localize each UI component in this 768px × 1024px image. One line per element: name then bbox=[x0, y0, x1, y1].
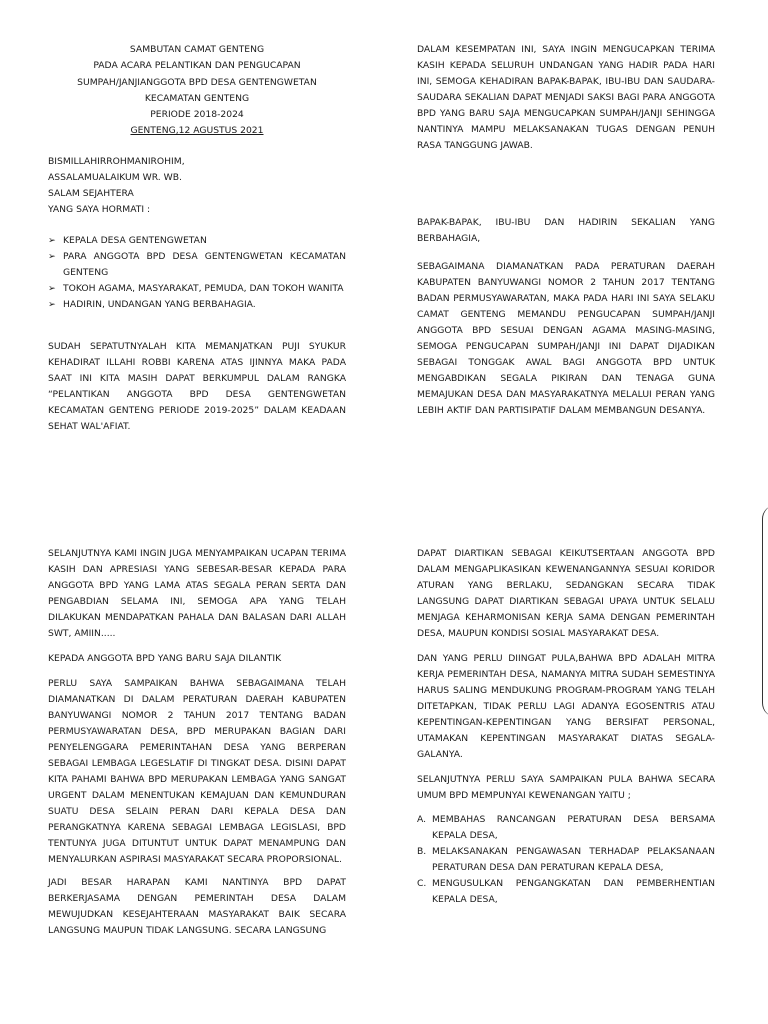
header-line: SUMPAH/JANJIANGGOTA BPD DESA GENTENGWETAN bbox=[77, 76, 317, 88]
selanjutnya-block bbox=[48, 546, 346, 642]
hormati-list-block bbox=[48, 233, 346, 313]
paragraph: DALAM KESEMPATAN INI, SAYA INGIN MENGUCAPKAN TERIMA KASIH KEPADA SELURUH UNDANGAN YANG HADIR PADA HARI INI, SEMOGA KEHADIRAN BAPAK-BAPAK, IBU-IBU DAN SAUDARA-SAUDARA SEKALIAN DAPAT MENJADI SAKSI BAGI PARA ANGGOTA BPD YANG BARU SAJA MENGUCAPKAN SUMPAH/JANJI SEHINGGA NANTINYA MAMPU MELAKSANAKAN TUGAS DENGAN PENUH RASA TANGGUNG JAWAB. bbox=[417, 44, 715, 151]
list-item: A. MEMBAHAS RANCANGAN PERATURAN DESA BERSAMA KEPALA DESA, bbox=[417, 814, 715, 841]
paragraph: SELANJUTNYA PERLU SAYA SAMPAIKAN PULA BAHWA SECARA UMUM BPD MEMPUNYAI KEWENANGAN YAITU ; bbox=[417, 774, 715, 801]
paragraph: SUDAH SEPATUTNYALAH KITA MEMANJATKAN PUJI SYUKUR KEHADIRAT ILLAHI ROBBI KARENA ATAS IJINNYA MAKA PADA SAAT INI KITA MASIH DAPAT BERKUMPUL DALAM RANGKA “PELANTIKAN ANGGOTA BPD DESA GENTENGWETAN KECAMATAN GENTENG PERIODE 2019-2025” DALAM KEADAAN SEHAT WAL'AFIAT. bbox=[48, 341, 346, 432]
paragraph: JADI BESAR HARAPAN KAMI NANTINYA BPD DAPAT BERKERJASAMA DENGAN PEMERINTAH DESA DALAM MEWUJUDKAN KESEJAHTERAAN MASYARAKAT BAIK SECARA LANGSUNG MAUPUN TIDAK LANGSUNG. SECARA LANGSUNG bbox=[48, 877, 346, 936]
list-item: ➢ PARA ANGGOTA BPD DESA GENTENGWETAN KECAMATAN GENTENG bbox=[48, 251, 346, 278]
header-line: KECAMATAN GENTENG bbox=[144, 92, 250, 104]
kewenangan-block bbox=[417, 772, 715, 804]
greeting-block bbox=[48, 154, 346, 218]
perlu-block bbox=[48, 676, 346, 868]
list-marker: C. bbox=[417, 878, 427, 889]
paragraph: DAN YANG PERLU DIINGAT PULA,BAHWA BPD ADALAH MITRA KERJA PEMERINTAH DESA, NAMANYA MITRA SUDAH SEMESTINYA HARUS SALING MENDUKUNG PROGRAM-PROGRAM YANG TELAH DITETAPKAN, TIDAK PERLU LAGI ADANYA EGOSENTRIS ATAU KEPENTINGAN-KEPENTINGAN YANG BERSIFAT PERSONAL, UTAMAKAN KEPENTINGAN MASYARAKAT DIATAS SEGALA-GALANYA. bbox=[417, 653, 715, 760]
list-item: B. MELAKSANAKAN PENGAWASAN TERHADAP PELAKSANAAN PERATURAN DESA DAN PERATURAN KEPALA DESA, bbox=[417, 846, 715, 873]
paragraph: BAPAK-BAPAK, IBU-IBU DAN HADIRIN SEKALIAN YANG BERBAHAGIA, bbox=[417, 217, 715, 244]
header-date: GENTENG,12 AGUSTUS 2021 bbox=[130, 125, 264, 137]
paragraph: KEPADA ANGGOTA BPD YANG BARU SAJA DILANTIK bbox=[48, 653, 282, 664]
list-item: ➢ TOKOH AGAMA, MASYARAKAT, PEMUDA, DAN TOKOH WANITA bbox=[48, 281, 346, 297]
paragraph: SELANJUTNYA KAMI INGIN JUGA MENYAMPAIKAN UCAPAN TERIMA KASIH DAN APRESIASI YANG SEBESAR-BESAR KEPADA PARA ANGGOTA BPD YANG LAMA ATAS SEGALA PERAN SERTA DAN PENGABDIAN SELAMA INI, SEMOGA APA YANG TELAH DILAKUKAN MENDAPATKAN PAHALA DAN BALASAN DARI ALLAH SWT, AMIIN..... bbox=[48, 548, 346, 639]
greeting-line: SALAM SEJAHTERA bbox=[48, 188, 134, 199]
header-line: PADA ACARA PELANTIKAN DAN PENGUCAPAN bbox=[93, 60, 301, 72]
list-item: ➢ HADIRIN, UNDANGAN YANG BERBAHAGIA. bbox=[48, 297, 346, 313]
diingat-block bbox=[417, 651, 715, 763]
document-header bbox=[48, 42, 346, 140]
paragraph: PERLU SAYA SAMPAIKAN BAHWA SEBAGAIMANA TELAH DIAMANATKAN DI DALAM PERATURAN DAERAH KABUPATEN BANYUWANGI NOMOR 2 TAHUN 2017 TENTANG BADAN PERMUSYAWARATAN DESA, BPD MERUPAKAN BAGIAN DARI PENYELENGGARA PEMERINTAHAN DESA YANG BERPERAN SEBAGAI LEMBAGA LEGESLATIF DI TINGKAT DESA. DISINI DAPAT KITA PAHAMI BAHWA BPD MERUPAKAN LEMBAGA YANG SANGAT URGENT DALAM MENENTUKAN KEMAJUAN DAN KEMUNDURAN SUATU DESA SELAIN PERAN DARI KEPALA DESA DAN PERANGKATNYA KARENA SEBAGAI LEMBAGA LEGISLASI, BPD TENTUNYA JUGA DITUNTUT UNTUK DAPAT MENAMPUNG DAN MENYALURKAN ASPIRASI MASYARAKAT SECARA PROPORSIONAL. bbox=[48, 678, 346, 865]
paragraph: DAPAT DIARTIKAN SEBAGAI KEIKUTSERTAAN ANGGOTA BPD DALAM MENGAPLIKASIKAN KEWENANGANNYA SESUAI KORIDOR ATURAN YANG BERLAKU, SEDANGKAN SECARA TIDAK LANGSUNG DAPAT DIARTIKAN SEBAGAI UPAYA UNTUK SELALU MENJAGA KEHARMONISAN KERJA SAMA DENGAN PEMERINTAH DESA, MAUPUN KONDISI SOSIAL MASYARAKAT DESA. bbox=[417, 548, 715, 639]
hormati-list bbox=[48, 233, 346, 313]
list-item: ➢ KEPALA DESA GENTENGWETAN bbox=[48, 233, 346, 249]
greeting-line: YANG SAYA HORMATI : bbox=[48, 204, 151, 215]
header-line: PERIODE 2018-2024 bbox=[150, 109, 244, 121]
page-top-left-column bbox=[48, 42, 346, 140]
arrow-bullet-icon: ➢ bbox=[48, 235, 56, 246]
greeting-line: BISMILLAHIRROHMANIROHIM, bbox=[48, 156, 185, 167]
kepada-block bbox=[48, 651, 346, 667]
arrow-bullet-icon: ➢ bbox=[48, 251, 56, 262]
kesempatan-block bbox=[417, 42, 715, 154]
bapak-bapak-block bbox=[417, 215, 715, 247]
kewenangan-list bbox=[417, 812, 715, 908]
sebagaimana-block bbox=[417, 259, 715, 419]
header-line: SAMBUTAN CAMAT GENTENG bbox=[129, 44, 265, 55]
list-marker: B. bbox=[417, 846, 427, 857]
page-edge-curve bbox=[762, 505, 768, 717]
list-item: C. MENGUSULKAN PENGANGKATAN DAN PEMBERHENTIAN KEPALA DESA, bbox=[417, 878, 715, 905]
dapat-block bbox=[417, 546, 715, 642]
jadi-block bbox=[48, 875, 346, 939]
list-marker: A. bbox=[417, 814, 427, 825]
paragraph: SEBAGAIMANA DIAMANATKAN PADA PERATURAN DAERAH KABUPATEN BANYUWANGI NOMOR 2 TAHUN 2017 TENTANG BADAN PERMUSYAWARATAN, MAKA PADA HARI INI SAYA SELAKU CAMAT GENTENG MEMANDU PENGUCAPAN SUMPAH/JANJI ANGGOTA BPD SESUAI DENGAN AGAMA MASING-MASING, SEMOGA PENGUCAPAN SUMPAH/JANJI INI DAPAT DIJADIKAN SEBAGAI TONGGAK AWAL BAGI ANGGOTA BPD UNTUK MENGABDIKAN SEGALA PIKIRAN DAN TENAGA GUNA MEMAJUKAN DESA DAN MASYARAKATNYA MELALUI PERAN YANG LEBIH AKTIF DAN PARTISIPATIF DALAM MEMBANGUN DESANYA. bbox=[417, 261, 715, 416]
arrow-bullet-icon: ➢ bbox=[48, 283, 56, 294]
greeting-line: ASSALAMUALAIKUM WR. WB. bbox=[48, 172, 182, 183]
arrow-bullet-icon: ➢ bbox=[48, 299, 56, 310]
puji-syukur-block bbox=[48, 339, 346, 435]
kewenangan-list-block bbox=[417, 812, 715, 908]
